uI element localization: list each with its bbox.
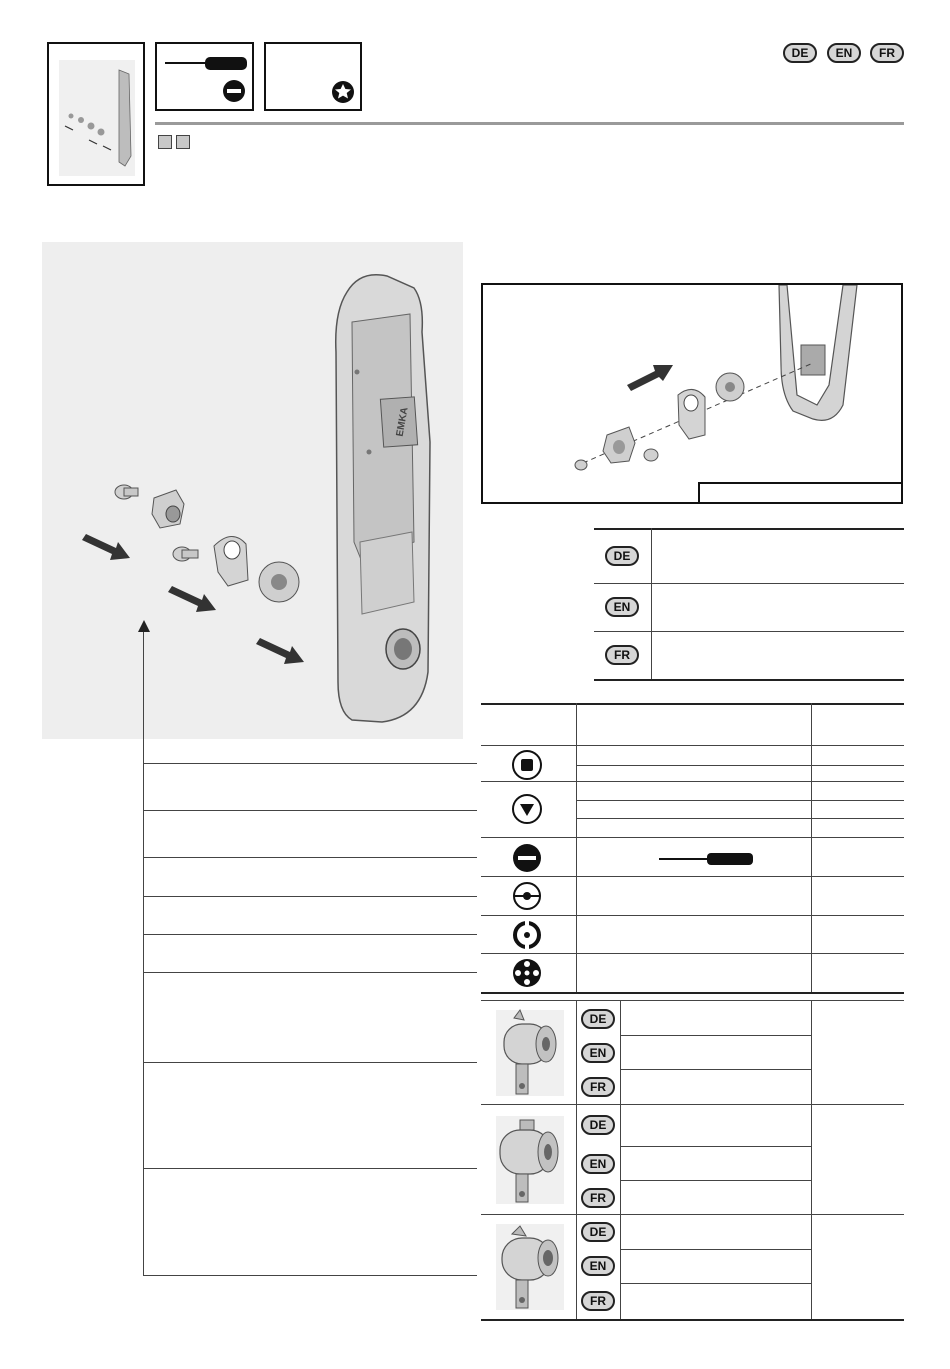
translation-top-rule — [594, 528, 904, 530]
lang-badge-de: DE — [783, 43, 817, 63]
tool-row-rule-4 — [481, 915, 904, 916]
callout-line-8 — [143, 1168, 477, 1169]
callout-line-1 — [143, 763, 477, 764]
screwdriver-icon — [157, 44, 252, 109]
cyl1-lang-fr: FR — [581, 1077, 615, 1097]
ring-dot-icon — [511, 919, 543, 951]
callout-spine — [143, 628, 144, 1276]
tool-subrow-rule-1 — [576, 765, 904, 766]
tool-row-rule-5 — [481, 953, 904, 954]
cylinder-col-3 — [811, 1000, 812, 1320]
cylinder-table-top-rule — [481, 1000, 904, 1001]
translation-lang-en: EN — [605, 597, 639, 617]
cyl3-lang-fr: FR — [581, 1291, 615, 1311]
header-rule — [155, 122, 904, 125]
torx-tool-box — [264, 42, 362, 111]
translation-rule-2 — [594, 631, 904, 632]
triangle-drive-icon — [511, 793, 543, 825]
callout-line-2 — [143, 810, 477, 811]
thumbnail-box — [47, 42, 145, 186]
pin-center-icon — [511, 880, 543, 912]
callout-line-4 — [143, 896, 477, 897]
translation-divider — [651, 528, 652, 679]
square-drive-icon — [511, 749, 543, 781]
cylinder-col-1 — [576, 1000, 577, 1320]
translation-lang-de: DE — [605, 546, 639, 566]
translation-rule-1 — [594, 583, 904, 584]
callout-line-7 — [143, 1062, 477, 1063]
cyl-rule-1a — [620, 1035, 811, 1036]
cyl-row-rule-2 — [481, 1214, 904, 1215]
tool-screwdriver-icon — [657, 850, 757, 868]
tool-table-col-1 — [576, 703, 577, 993]
lang-badge-en: EN — [827, 43, 861, 63]
slotted-drive-icon — [511, 842, 543, 874]
cylinder-variant-2-image — [490, 1112, 570, 1208]
translation-bottom-rule — [594, 679, 904, 681]
cyl-rule-2b — [620, 1180, 811, 1181]
exploded-view-panel — [42, 242, 463, 739]
cylinder-table-bottom-rule — [481, 1319, 904, 1321]
cyl2-lang-de: DE — [581, 1115, 615, 1135]
cyl1-lang-de: DE — [581, 1009, 615, 1029]
cylinder-col-2 — [620, 1000, 621, 1320]
cyl-rule-3b — [620, 1283, 811, 1284]
cyl1-lang-en: EN — [581, 1043, 615, 1063]
cyl2-lang-en: EN — [581, 1154, 615, 1174]
cyl2-lang-fr: FR — [581, 1188, 615, 1208]
tool-row-rule-2 — [481, 837, 904, 838]
cyl-rule-3a — [620, 1249, 811, 1250]
torx-drive-icon — [266, 44, 360, 109]
cylinder-variant-3-image — [490, 1220, 570, 1314]
lang-badge-fr: FR — [870, 43, 904, 63]
cyl3-lang-de: DE — [581, 1222, 615, 1242]
callout-line-5 — [143, 934, 477, 935]
detail-caption-box — [698, 482, 903, 504]
marker-square-2 — [176, 135, 190, 149]
thumbnail-illustration — [49, 44, 143, 184]
cyl-rule-1b — [620, 1069, 811, 1070]
detail-box — [481, 283, 903, 504]
cylinder-variant-1-image — [490, 1006, 570, 1100]
callout-line-9 — [143, 1275, 477, 1276]
four-pin-icon — [511, 957, 543, 989]
handle-exploded-illustration — [42, 242, 463, 739]
cyl-row-rule-1 — [481, 1104, 904, 1105]
callout-arrowhead — [137, 620, 151, 634]
tool-table-top-rule — [481, 703, 904, 705]
tool-row-rule-1 — [481, 781, 904, 782]
translation-lang-fr: FR — [605, 645, 639, 665]
screwdriver-tool-box — [155, 42, 254, 111]
callout-line-6 — [143, 972, 477, 973]
tool-subrow-rule-3 — [576, 818, 904, 819]
tool-row-rule-3 — [481, 876, 904, 877]
detail-illustration — [483, 285, 901, 502]
tool-table-bottom-rule — [481, 992, 904, 994]
handle-logo: EMKA — [394, 406, 411, 438]
marker-square-1 — [158, 135, 172, 149]
callout-line-3 — [143, 857, 477, 858]
tool-table-col-2 — [811, 703, 812, 993]
tool-table-header-rule — [481, 745, 904, 746]
cyl3-lang-en: EN — [581, 1256, 615, 1276]
cyl-rule-2a — [620, 1146, 811, 1147]
tool-subrow-rule-2 — [576, 800, 904, 801]
